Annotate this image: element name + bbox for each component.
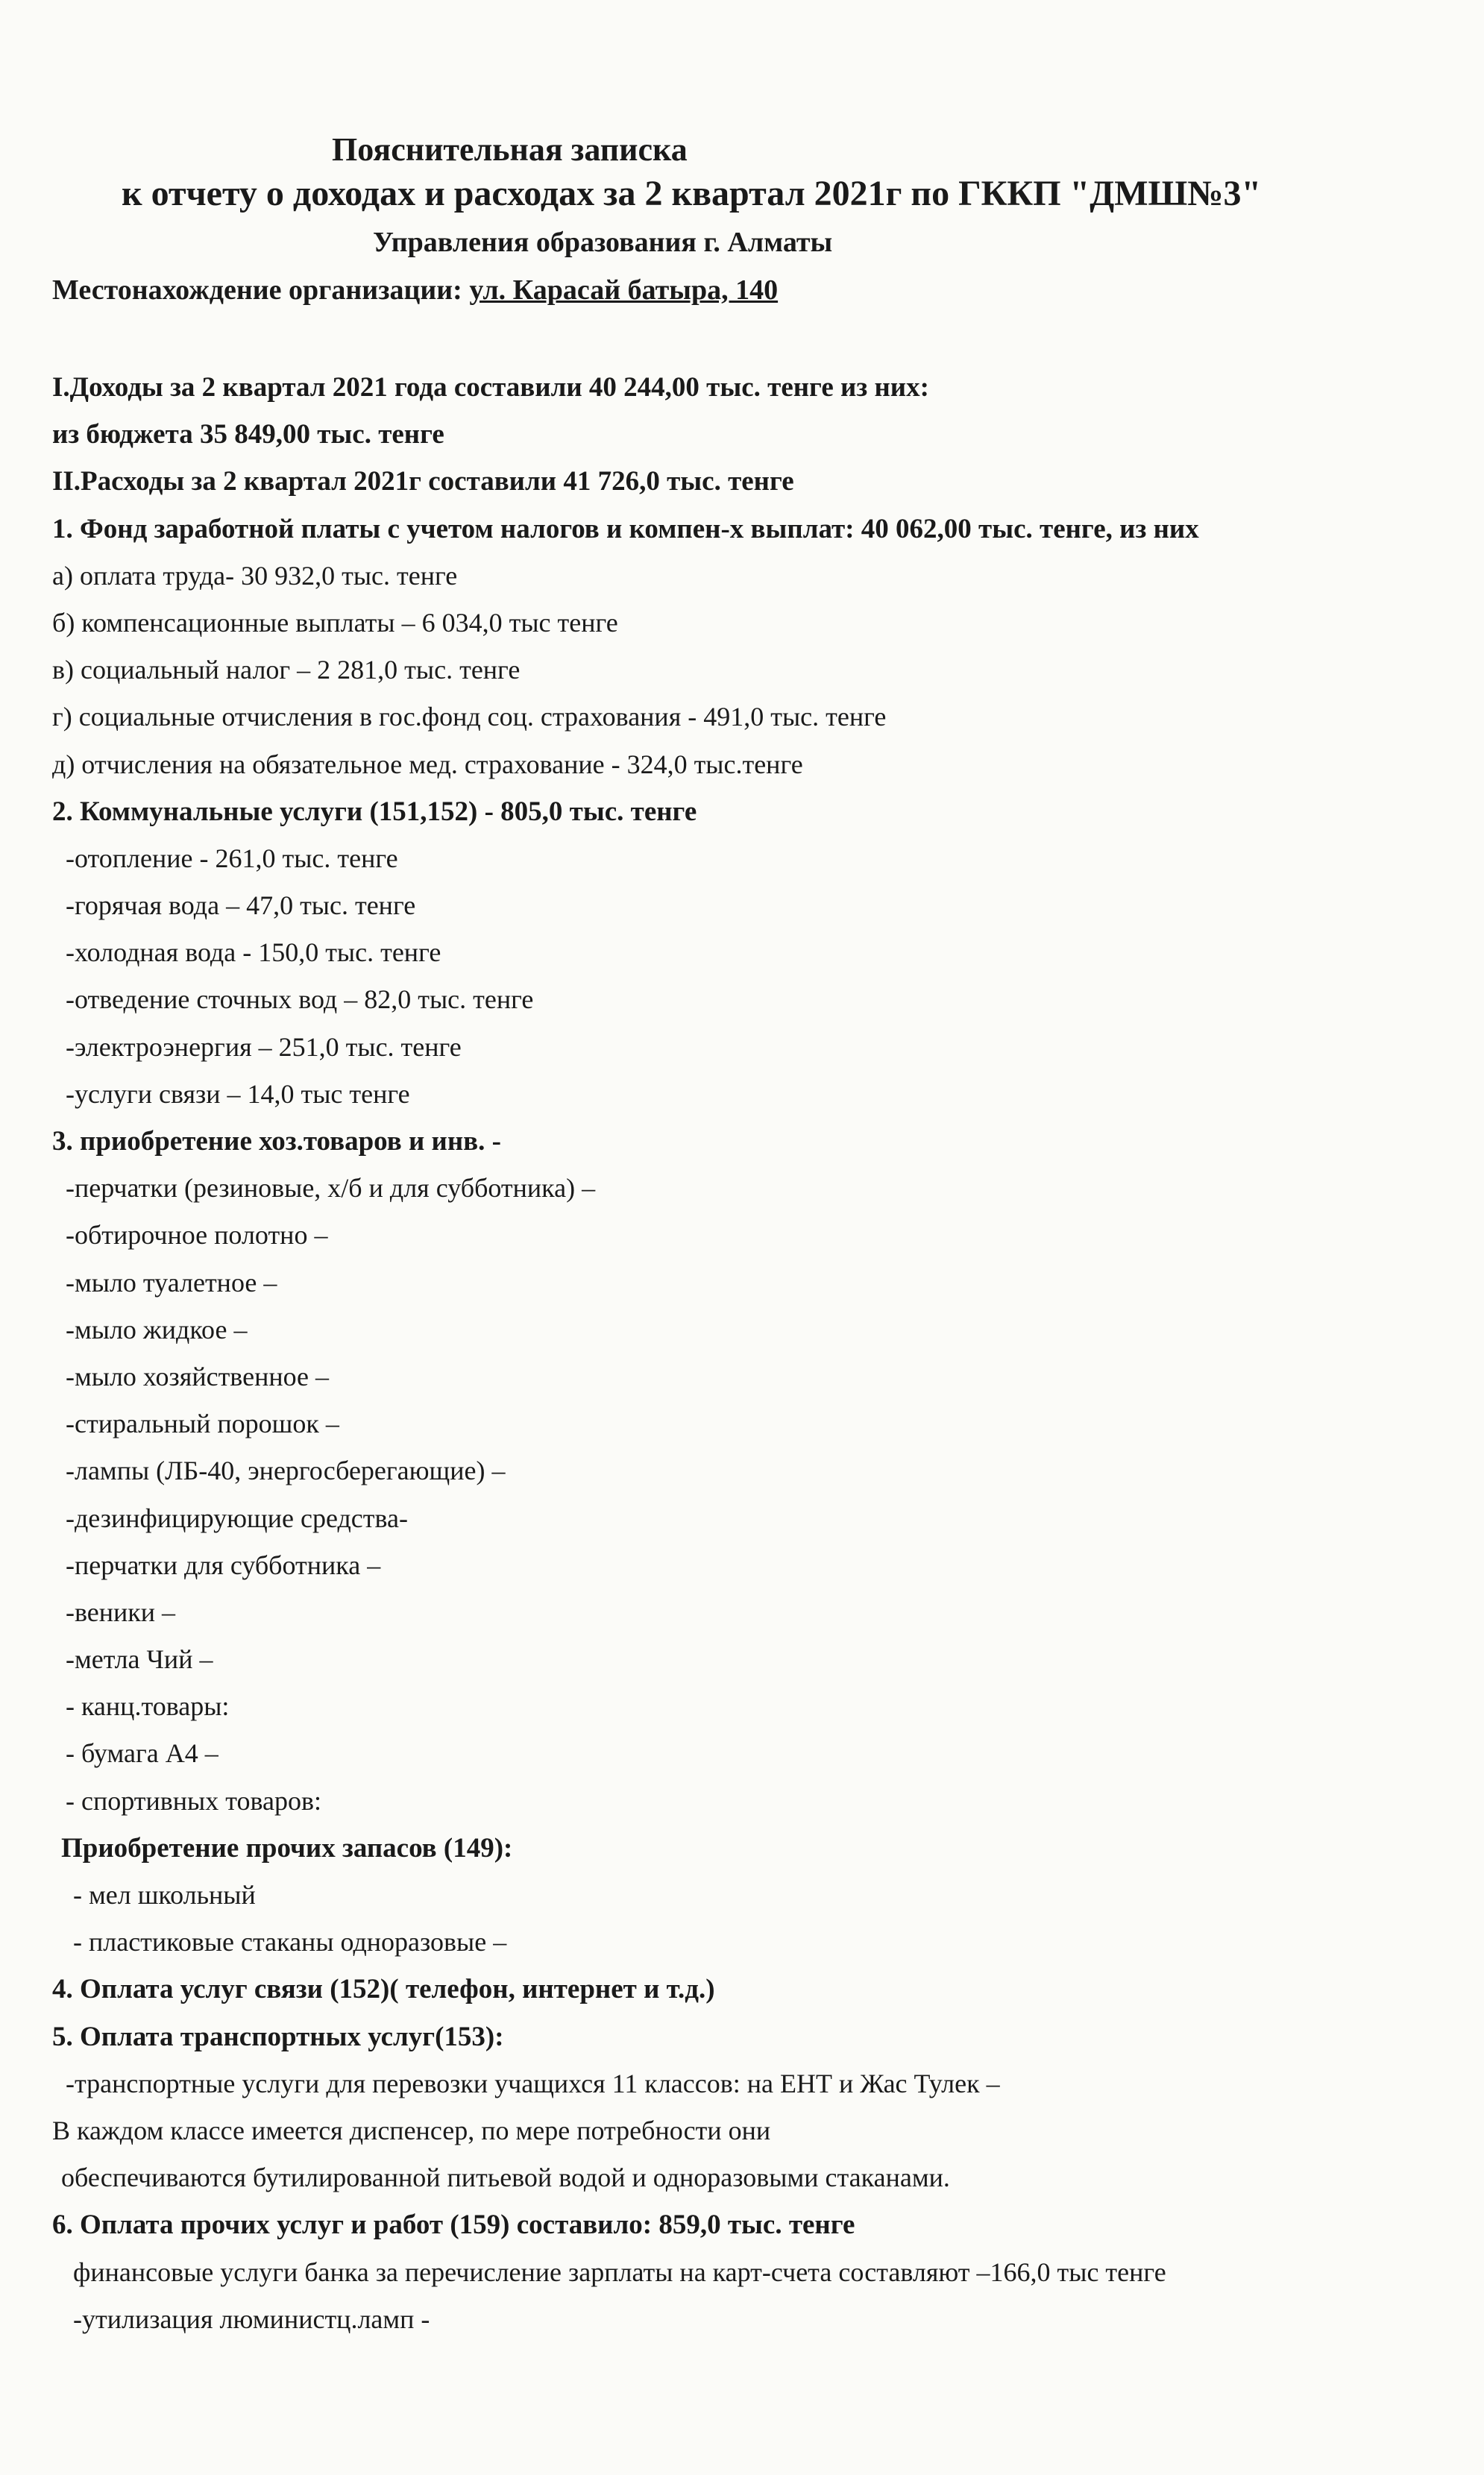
document-line: -холодная вода - 150,0 тыс. тенге xyxy=(66,937,441,968)
document-line: -утилизация люминистц.ламп - xyxy=(73,2303,430,2334)
document-line: -перчатки для субботника – xyxy=(66,1550,381,1580)
document-line: -стиральный порошок – xyxy=(66,1409,339,1439)
document-line: -горячая вода – 47,0 тыс. тенге xyxy=(66,890,416,921)
document-line: II.Расходы за 2 квартал 2021г составили 41 726,0 тыс. тенге xyxy=(52,466,794,497)
document-line: обеспечиваются бутилированной питьевой водой и одноразовыми стаканами. xyxy=(61,2163,950,2193)
document-line: -электроэнергия – 251,0 тыс. тенге xyxy=(66,1031,462,1062)
document-line: - пластиковые стаканы одноразовые – xyxy=(73,1927,507,1957)
document-line: -дезинфицирующие средства- xyxy=(66,1503,408,1533)
document-line: В каждом классе имеется диспенсер, по мере потребности они xyxy=(52,2115,771,2145)
location-line xyxy=(52,274,778,306)
document-line: 6. Оплата прочих услуг и работ (159) составило: 859,0 тыс. тенге xyxy=(52,2210,855,2241)
document-organization: Управления образования г. Алматы xyxy=(373,227,833,258)
document-line: -веники – xyxy=(66,1597,176,1627)
document-line: б) компенсационные выплаты – 6 034,0 тыс тенге xyxy=(52,607,618,638)
document-line: -обтирочное полотно – xyxy=(66,1220,328,1251)
document-line: -лампы (ЛБ-40, энергосберегающие) – xyxy=(66,1456,506,1486)
document-line: I.Доходы за 2 квартал 2021 года составили 40 244,00 тыс. тенге из них: xyxy=(52,372,929,403)
document-line: -услуги связи – 14,0 тыс тенге xyxy=(66,1078,410,1109)
document-line: -мыло туалетное – xyxy=(66,1267,277,1298)
document-line: -отведение сточных вод – 82,0 тыс. тенге xyxy=(66,984,534,1015)
document-line: финансовые услуги банка за перечисление зарплаты на карт-счета составляют –166,0 тыс тенге xyxy=(73,2257,1166,2287)
document-line: а) оплата труда- 30 932,0 тыс. тенге xyxy=(52,560,458,591)
document-line: г) социальные отчисления в гос.фонд соц. страхования - 491,0 тыс. тенге xyxy=(52,702,887,732)
document-line: -транспортные услуги для перевозки учащихся 11 классов: на ЕНТ и Жас Тулек – xyxy=(66,2068,1000,2098)
document-line: д) отчисления на обязательное мед. страхование - 324,0 тыс.тенге xyxy=(52,749,803,779)
document-line: -метла Чий – xyxy=(66,1644,213,1675)
document-line: - канц.товары: xyxy=(66,1691,230,1722)
document-line: из бюджета 35 849,00 тыс. тенге xyxy=(52,419,444,450)
document-line: -перчатки (резиновые, х/б и для субботника) – xyxy=(66,1173,596,1204)
document-line: -мыло хозяйственное – xyxy=(66,1361,330,1391)
document-line: -мыло жидкое – xyxy=(66,1314,248,1345)
document-line: 1. Фонд заработной платы с учетом налогов и компен-х выплат: 40 062,00 тыс. тенге, из них xyxy=(52,513,1199,544)
document-subtitle: к отчету о доходах и расходах за 2 квартал 2021г по ГККП "ДМШ№3" xyxy=(122,174,1262,213)
document-line: 3. приобретение хоз.товаров и инв. - xyxy=(52,1126,501,1157)
document-title: Пояснительная записка xyxy=(332,131,688,168)
document-line: - мел школьный xyxy=(73,1880,256,1910)
document-line: 2. Коммунальные услуги (151,152) - 805,0 тыс. тенге xyxy=(52,796,697,827)
document-line: 4. Оплата услуг связи (152)( телефон, интернет и т.д.) xyxy=(52,1974,715,2005)
document-line: в) социальный налог – 2 281,0 тыс. тенге xyxy=(52,655,521,685)
document-line: - бумага А4 – xyxy=(66,1738,218,1769)
location-label: Местонахождение организации: xyxy=(52,274,462,306)
document-line: 5. Оплата транспортных услуг(153): xyxy=(52,2021,504,2052)
location-value: ул. Карасай батыра, 140 xyxy=(469,274,779,306)
document-line: Приобретение прочих запасов (149): xyxy=(61,1832,513,1864)
document-body xyxy=(52,364,1454,2343)
document-line: - спортивных товаров: xyxy=(66,1785,321,1816)
document-line: -отопление - 261,0 тыс. тенге xyxy=(66,843,398,873)
